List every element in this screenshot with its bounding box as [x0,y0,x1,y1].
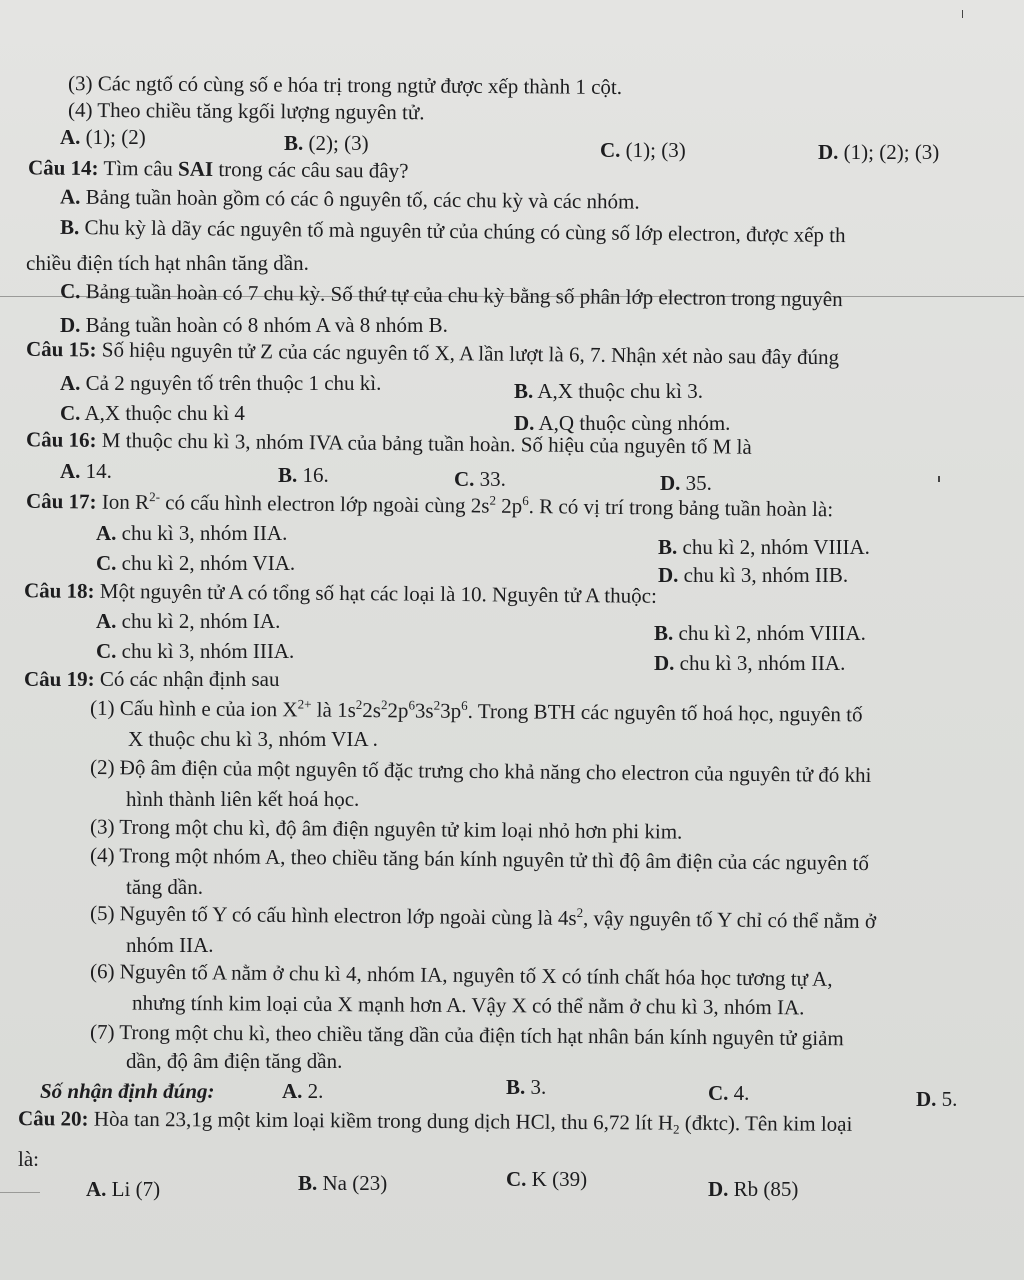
question-16: Câu 16: M thuộc chu kì 3, nhóm IVA của bảng tuần hoàn. Số hiệu của nguyên tố M là [25,427,752,459]
statement-7-cont: dần, độ âm điện tăng dần. [126,1049,343,1073]
q20-option-b: B. Na (23) [298,1171,388,1195]
statement-6: (6) Nguyên tố A nằm ở chu kì 4, nhóm IA, nguyên tố X có tính chất hóa học tương tự A, [89,959,833,991]
statement-1: (1) Cấu hình e của ion $X^{2+}$ là $1s^22s^22p^63s^23p^6$. Trong BTH các nguyên tố hoá học, nguyên tố [89,695,863,727]
q14-option-b-cont: chiều điện tích hạt nhân tăng dần. [26,251,309,275]
q20-option-d: D. Rb (85) [708,1177,799,1201]
statement-2: (2) Độ âm điện của một nguyên tố đặc trưng cho khả năng cho electron của nguyên tử đó khi [89,754,872,788]
statement-5: (5) Nguyên tố Y có cấu hình electron lớp ngoài cùng là $4s^2$, vậy nguyên tố Y chỉ có thể nằm ở [89,900,877,934]
q16-option-d: D. 35. [660,471,712,495]
statement-4: (4) Theo chiều tăng kgối lượng nguyên tử. [67,97,425,125]
question-19: Câu 19: Có các nhận định sau [24,667,280,691]
statement-4b: (4) Trong một nhóm A, theo chiều tăng bán kính nguyên tử thì độ âm điện của các nguyên tố [89,842,870,876]
statement-1-cont: X thuộc chu kì 3, nhóm VIA . [128,727,378,751]
statement-7: (7) Trong một chu kì, theo chiều tăng dần của điện tích hạt nhân bán kính nguyên tử giảm [89,1019,844,1051]
q16-option-b: B. 16. [278,463,329,487]
top-option-d: D. (1); (2); (3) [818,140,940,164]
edge-line [0,1192,40,1193]
q14-option-c: C. Bảng tuần hoàn có 7 chu kỳ. Số thứ tự của chu kỳ bằng số phân lớp electron trong nguyên [59,278,843,312]
q19-option-a: A. 2. [282,1079,324,1103]
statement-5-cont: nhóm IIA. [126,933,214,957]
pen-mark-top [962,10,963,18]
q19-option-d: D. 5. [916,1087,958,1111]
q16-option-a: A. 14. [60,459,112,483]
q18-option-a: A. chu kì 2, nhóm IA. [96,609,281,633]
q18-option-c: C. chu kì 3, nhóm IIIA. [96,639,295,663]
q15-option-b: B. A,X thuộc chu kì 3. [514,379,704,403]
q15-option-d: D. A,Q thuộc cùng nhóm. [514,411,731,435]
q15-option-a: A. Cả 2 nguyên tố trên thuộc 1 chu kì. [60,371,382,395]
q17-option-c: C. chu kì 2, nhóm VIA. [96,551,296,575]
top-option-a: A. (1); (2) [60,125,146,149]
question-18: Câu 18: Một nguyên tử A có tổng số hạt các loại là 10. Nguyên tử A thuộc: [23,578,657,608]
question-15: Câu 15: Số hiệu nguyên tử Z của các nguyên tố X, A lần lượt là 6, 7. Nhận xét nào sau đây đúng [25,336,840,370]
q17-option-b: B. chu kì 2, nhóm VIIIA. [658,535,870,559]
q14-option-b: B. Chu kỳ là dãy các nguyên tố mà nguyên tử của chúng có cùng số lớp electron, được xếp th [59,214,846,248]
q18-option-b: B. chu kì 2, nhóm VIIIA. [654,621,866,645]
q15-option-c: C. A,X thuộc chu kì 4 [60,401,245,425]
statement-6-cont: nhưng tính kim loại của X mạnh hơn A. Vậy X có thể nằm ở chu kì 3, nhóm IA. [131,990,805,1020]
q20-option-c: C. K (39) [506,1167,588,1191]
question-20-cont: là: [18,1147,39,1171]
statement-2-cont: hình thành liên kết hoá học. [126,787,360,811]
q18-option-d: D. chu kì 3, nhóm IIA. [654,651,846,675]
top-option-b: B. (2); (3) [284,131,369,155]
count-label: Số nhận định đúng: [40,1079,215,1103]
top-option-c: C. (1); (3) [600,138,686,162]
q16-option-c: C. 33. [454,467,506,491]
q19-option-b: B. 3. [506,1075,547,1099]
q14-option-d: D. Bảng tuần hoàn có 8 nhóm A và 8 nhóm B. [60,313,448,337]
question-17: Câu 17: Ion $R^{2-}$ có cấu hình electron lớp ngoài cùng $2s^2$ $2p^6$. R có vị trí trong bảng tuần hoàn là: [25,488,834,522]
statement-3: (3) Các ngtố có cùng số e hóa trị trong ngtử được xếp thành 1 cột. [67,71,623,99]
q20-option-a: A. Li (7) [86,1177,161,1201]
q17-option-d: D. chu kì 3, nhóm IIB. [658,563,849,587]
statement-3b: (3) Trong một chu kì, độ âm điện nguyên tử kim loại nhỏ hơn phi kim. [89,814,683,844]
q17-option-a: A. chu kì 3, nhóm IIA. [96,521,288,545]
q14-option-a: A. Bảng tuần hoàn gồm có các ô nguyên tố, các chu kỳ và các nhóm. [59,184,640,214]
question-20: Câu 20: Hòa tan 23,1g một kim loại kiềm trong dung dịch HCl, thu 6,72 lít $H_2$ (đktc). Tên kim loại [17,1106,853,1137]
question-14: Câu 14: Tìm câu SAI trong các câu sau đây? [27,155,409,183]
q19-option-c: C. 4. [708,1081,750,1105]
pen-mark [938,476,940,482]
statement-4b-cont: tăng dần. [126,875,203,899]
